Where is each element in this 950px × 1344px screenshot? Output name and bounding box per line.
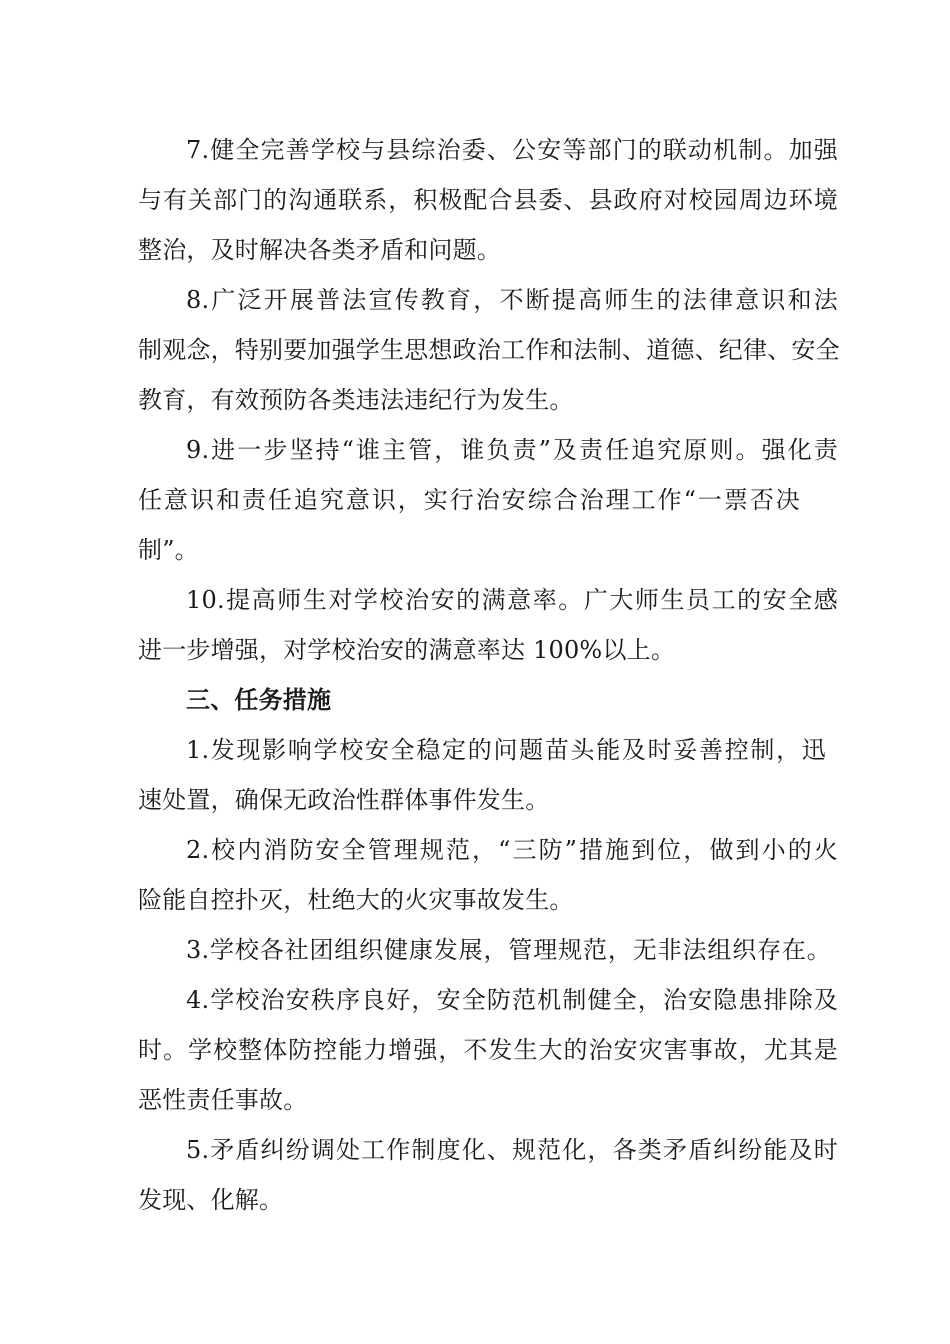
measure-4-line-3: 恶性责任事故。 [138, 1086, 308, 1114]
paragraph-8-line-3: 教育，有效预防各类违法违纪行为发生。 [138, 386, 574, 414]
measure-4-line-1: 4.学校治安秩序良好，安全防范机制健全，治安隐患排除及 [186, 986, 838, 1014]
measure-2-line-1: 2.校内消防安全管理规范，“三防”措施到位，做到小的火 [186, 836, 838, 864]
measure-2-line-2: 险能自控扑灭，杜绝大的火灾事故发生。 [138, 886, 574, 914]
paragraph-10-line-1: 10.提高师生对学校治安的满意率。广大师生员工的安全感 [186, 586, 838, 614]
section-heading: 三、任务措施 [186, 686, 332, 714]
paragraph-10-line-2: 进一步增强，对学校治安的满意率达 100%以上。 [138, 636, 676, 664]
measure-5-line-1: 5.矛盾纠纷调处工作制度化、规范化，各类矛盾纠纷能及时 [186, 1136, 838, 1164]
paragraph-8-line-1: 8.广泛开展普法宣传教育，不断提高师生的法律意识和法 [186, 286, 838, 314]
paragraph-9-line-3: 制”。 [138, 536, 199, 564]
measure-1-line-2: 速处置，确保无政治性群体事件发生。 [138, 786, 550, 814]
paragraph-7-line-2: 与有关部门的沟通联系，积极配合县委、县政府对校园周边环境 [138, 186, 838, 214]
measure-4-line-2: 时。学校整体防控能力增强，不发生大的治安灾害事故，尤其是 [138, 1036, 838, 1064]
paragraph-9-line-2: 任意识和责任追究意识，实行治安综合治理工作“一票否决 [138, 486, 800, 514]
measure-1-line-1: 1.发现影响学校安全稳定的问题苗头能及时妥善控制，迅 [186, 736, 826, 764]
paragraph-7-line-1: 7.健全完善学校与县综治委、公安等部门的联动机制。加强 [186, 136, 838, 164]
paragraph-7-line-3: 整治，及时解决各类矛盾和问题。 [138, 236, 501, 264]
paragraph-8-line-2: 制观念，特别要加强学生思想政治工作和法制、道德、纪律、安全 [138, 336, 840, 364]
measure-3-line-1: 3.学校各社团组织健康发展，管理规范，无非法组织存在。 [186, 936, 831, 964]
measure-5-line-2: 发现、化解。 [138, 1186, 284, 1214]
paragraph-9-line-1: 9.进一步坚持“谁主管，谁负责”及责任追究原则。强化责 [186, 436, 838, 464]
